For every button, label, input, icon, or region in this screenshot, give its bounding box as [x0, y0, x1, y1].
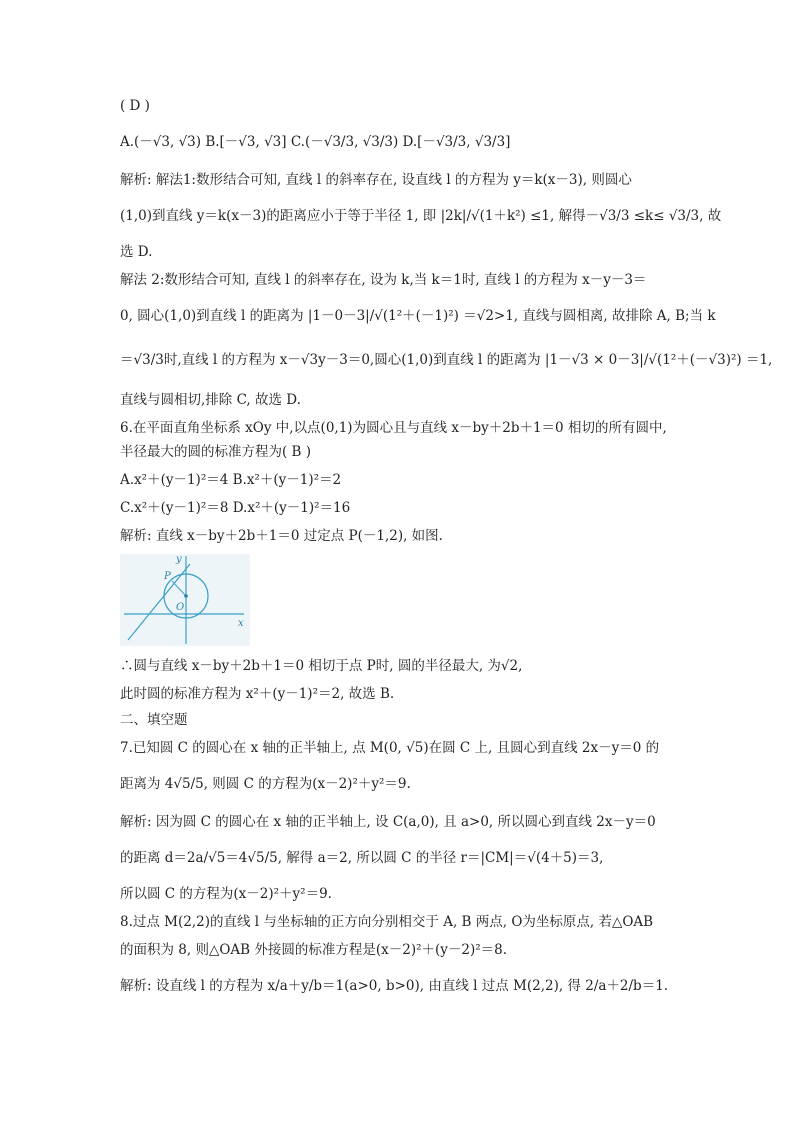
circle-figure	[120, 554, 250, 646]
text-line: A.x²＋(y－1)²＝4 B.x²＋(y－1)²＝2	[120, 472, 342, 488]
text-line: 解析: 设直线 l 的方程为 x/a＋y/b＝1(a>0, b>0), 由直线 l 过点 M(2,2), 得 2/a＋2/b＝1.	[120, 978, 669, 994]
text-line: 解析: 直线 x－by＋2b＋1＝0 过定点 P(－1,2), 如图.	[120, 528, 443, 544]
text-line: A.(－√3, √3) B.[－√3, √3] C.(－√3/3, √3/3) D.[－√3/3, √3/3]	[120, 134, 511, 150]
section-heading: 二、填空题	[120, 712, 188, 728]
text-line: 所以圆 C 的方程为(x－2)²＋y²＝9.	[120, 886, 332, 902]
text-line: (1,0)到直线 y＝k(x－3)的距离应小于等于半径 1, 即 |2k|/√(1＋k²) ≤1, 解得－√3/3 ≤k≤ √3/3, 故	[120, 208, 722, 224]
y-axis-label: y	[176, 554, 182, 565]
x-axis-label: x	[238, 618, 244, 629]
text-line: 选 D.	[120, 244, 153, 260]
text-line: 6.在平面直角坐标系 xOy 中,以点(0,1)为圆心且与直线 x－by＋2b＋1＝0 相切的所有圆中,	[120, 420, 667, 436]
text-line: ∴圆与直线 x－by＋2b＋1＝0 相切于点 P时, 圆的半径最大, 为√2,	[120, 658, 523, 674]
figure-background	[120, 554, 250, 646]
text-line: 解析: 解法1:数形结合可知, 直线 l 的斜率存在, 设直线 l 的方程为 y＝k(x－3), 则圆心	[120, 172, 632, 188]
text-line: 的面积为 8, 则△OAB 外接圆的标准方程是(x－2)²＋(y－2)²＝8.	[120, 942, 508, 958]
text-line: 7.已知圆 C 的圆心在 x 轴的正半轴上, 点 M(0, √5)在圆 C 上, 且圆心到直线 2x－y＝0 的	[120, 740, 660, 756]
text-line: 的距离 d＝2a/√5＝4√5/5, 解得 a＝2, 所以圆 C 的半径 r＝|CM|＝√(4＋5)＝3,	[120, 850, 604, 866]
text-line: 直线与圆相切,排除 C, 故选 D.	[120, 392, 301, 408]
point-p-label: P	[164, 571, 171, 582]
center-point	[184, 594, 188, 598]
text-line: 距离为 4√5/5, 则圆 C 的方程为(x－2)²＋y²＝9.	[120, 776, 411, 792]
text-line: 0, 圆心(1,0)到直线 l 的距离为 |1－0－3|/√(1²＋(－1)²) ＝√2>1, 直线与圆相离, 故排除 A, B;当 k	[120, 308, 716, 324]
origin-label: O	[176, 602, 185, 613]
text-line: 此时圆的标准方程为 x²＋(y－1)²＝2, 故选 B.	[120, 686, 395, 702]
text-line: ( D )	[120, 98, 150, 114]
text-line: 半径最大的圆的标准方程为( B )	[120, 444, 312, 460]
text-line: 解法 2:数形结合可知, 直线 l 的斜率存在, 设为 k,当 k＝1时, 直线 l 的方程为 x－y－3＝	[120, 272, 647, 288]
text-line: C.x²＋(y－1)²＝8 D.x²＋(y－1)²＝16	[120, 500, 351, 516]
text-line: ＝√3/3时,直线 l 的方程为 x－√3y－3＝0,圆心(1,0)到直线 l 的距离为 |1－√3 × 0－3|/√(1²＋(－√3)²) ＝1,	[120, 352, 773, 368]
text-line: 8.过点 M(2,2)的直线 l 与坐标轴的正方向分别相交于 A, B 两点, O为坐标原点, 若△OAB	[120, 914, 654, 930]
text-line: 解析: 因为圆 C 的圆心在 x 轴的正半轴上, 设 C(a,0), 且 a>0, 所以圆心到直线 2x－y＝0	[120, 814, 656, 830]
